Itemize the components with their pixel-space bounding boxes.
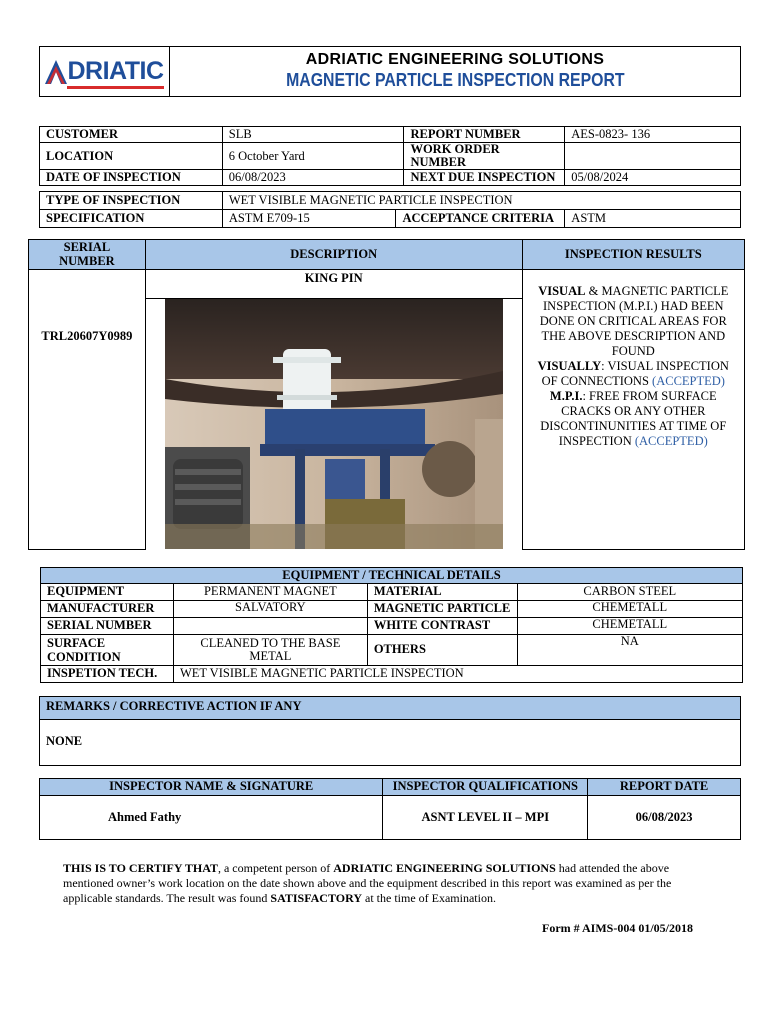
inspection-results-table: [28, 239, 745, 550]
results-mpi-word: M.P.I.: [549, 389, 583, 403]
next-due-label: NEXT DUE INSPECTION: [404, 170, 565, 186]
spec-value: ASTM E709-15: [222, 210, 396, 228]
equipment-table: [40, 567, 743, 683]
table-row: [41, 666, 743, 683]
inspector-name: Ahmed Fathy: [40, 796, 383, 840]
accepted-badge: (ACCEPTED): [652, 374, 725, 388]
customer-value: SLB: [222, 127, 404, 143]
table-header-row: [29, 240, 745, 270]
table-row: [41, 601, 743, 618]
spec-label: SPECIFICATION: [40, 210, 223, 228]
report-number-label: REPORT NUMBER: [404, 127, 565, 143]
cert-lead: THIS IS TO CERTIFY THAT: [63, 861, 218, 875]
table-header-row: [40, 779, 741, 796]
report-info-table: [39, 126, 741, 186]
certification-text: [63, 861, 713, 906]
photo-cell: [145, 299, 522, 550]
criteria-value: ASTM: [565, 210, 741, 228]
title-block: [170, 47, 740, 96]
logo-mark-icon: [45, 60, 67, 84]
location-label: LOCATION: [40, 143, 223, 170]
accepted-badge: (ACCEPTED): [634, 434, 708, 448]
magnetic-label: MAGNETIC PARTICLE: [367, 601, 517, 618]
report-date-header: REPORT DATE: [588, 779, 741, 796]
inspector-table: [39, 778, 741, 840]
results-text: [522, 270, 744, 550]
cert-text: , a competent person of: [217, 861, 334, 875]
report-date: 06/08/2023: [588, 796, 741, 840]
customer-label: CUSTOMER: [40, 127, 223, 143]
inspector-name-header: INSPECTOR NAME & SIGNATURE: [40, 779, 383, 796]
table-row: [41, 635, 743, 666]
table-row: [41, 618, 743, 635]
table-row: [40, 143, 741, 170]
results-header: INSPECTION RESULTS: [522, 240, 744, 270]
type-value: WET VISIBLE MAGNETIC PARTICLE INSPECTION: [222, 192, 740, 210]
others-value: NA: [517, 635, 742, 666]
results-visually-text: : VISUAL INSPECTION OF CONNECTIONS: [541, 359, 729, 388]
form-number: Form # AIMS-004 01/05/2018: [542, 921, 693, 935]
results-mpi-text: : FREE FROM SURFACE CRACKS OR ANY OTHER DISCONTINUNITIES AT TIME OF INSPECTION: [540, 389, 727, 448]
surface-label: SURFACE CONDITION: [41, 635, 174, 666]
table-row: [40, 192, 741, 210]
manufacturer-label: MANUFACTURER: [41, 601, 174, 618]
report-header: [39, 46, 741, 97]
cert-text: had attended the above mentioned owner’s work location on the date shown above and the equipment described in this report was examined as per the applicable standards. The result was found: [63, 861, 672, 905]
cert-result: SATISFACTORY: [270, 891, 362, 905]
serial-label: SERIAL NUMBER: [41, 618, 174, 635]
remarks-section: [39, 696, 741, 766]
company-logo: [45, 59, 163, 84]
date-value: 06/08/2023: [222, 170, 404, 186]
table-row: [40, 210, 741, 228]
manufacturer-value: SALVATORY: [173, 601, 367, 618]
tech-label: INSPETION TECH.: [41, 666, 174, 683]
logo-text: DRIATIC: [67, 57, 164, 85]
magnetic-value: CHEMETALL: [517, 601, 742, 618]
report-number-value: AES-0823- 136: [565, 127, 741, 143]
material-label: MATERIAL: [367, 584, 517, 601]
table-header-row: [41, 568, 743, 584]
table-row: [40, 170, 741, 186]
others-label: OTHERS: [367, 635, 517, 666]
remarks-value: NONE: [46, 734, 83, 748]
cert-text: at the time of Examination.: [362, 891, 496, 905]
equipment-title: EQUIPMENT / TECHNICAL DETAILS: [41, 568, 743, 584]
company-title: ADRIATIC ENGINEERING SOLUTIONS: [305, 51, 605, 68]
results-line1: & MAGNETIC PARTICLE INSPECTION (M.P.I.) HAD BEEN DONE ON CRITICAL AREAS FOR THE ABOVE DESCRIPTION AND FOUND: [539, 284, 729, 358]
logo-cell: [40, 47, 170, 96]
description-value: KING PIN: [145, 270, 522, 299]
table-row: [41, 584, 743, 601]
king-pin-photo: [165, 299, 503, 549]
work-order-value: [565, 143, 741, 170]
next-due-value: 05/08/2024: [565, 170, 741, 186]
table-row: [40, 127, 741, 143]
serial-value: [173, 618, 367, 635]
location-value: 6 October Yard: [222, 143, 404, 170]
serial-value: TRL20607Y0989: [29, 270, 146, 550]
description-header: DESCRIPTION: [145, 240, 522, 270]
criteria-label: ACCEPTANCE CRITERIA: [396, 210, 565, 228]
table-row: [40, 796, 741, 840]
equipment-value: PERMANENT MAGNET: [173, 584, 367, 601]
type-label: TYPE OF INSPECTION: [40, 192, 223, 210]
results-visual-word: VISUAL: [538, 284, 586, 298]
results-visually-word: VISUALLY: [537, 359, 602, 373]
white-contrast-label: WHITE CONTRAST: [367, 618, 517, 635]
white-contrast-value: CHEMETALL: [517, 618, 742, 635]
inspection-type-table: [39, 191, 741, 228]
inspector-qualification: ASNT LEVEL II – MPI: [383, 796, 588, 840]
remarks-title: REMARKS / CORRECTIVE ACTION IF ANY: [40, 697, 740, 720]
material-value: CARBON STEEL: [517, 584, 742, 601]
tech-value: WET VISIBLE MAGNETIC PARTICLE INSPECTION: [173, 666, 742, 683]
report-title: MAGNETIC PARTICLE INSPECTION REPORT: [285, 70, 625, 90]
cert-company: ADRIATIC ENGINEERING SOLUTIONS: [333, 861, 556, 875]
date-label: DATE OF INSPECTION: [40, 170, 223, 186]
qualification-header: INSPECTOR QUALIFICATIONS: [383, 779, 588, 796]
equipment-label: EQUIPMENT: [41, 584, 174, 601]
serial-header: SERIAL NUMBER: [29, 240, 146, 270]
work-order-label: WORK ORDER NUMBER: [404, 143, 565, 170]
surface-value: CLEANED TO THE BASE METAL: [173, 635, 367, 666]
table-row: [29, 270, 745, 299]
